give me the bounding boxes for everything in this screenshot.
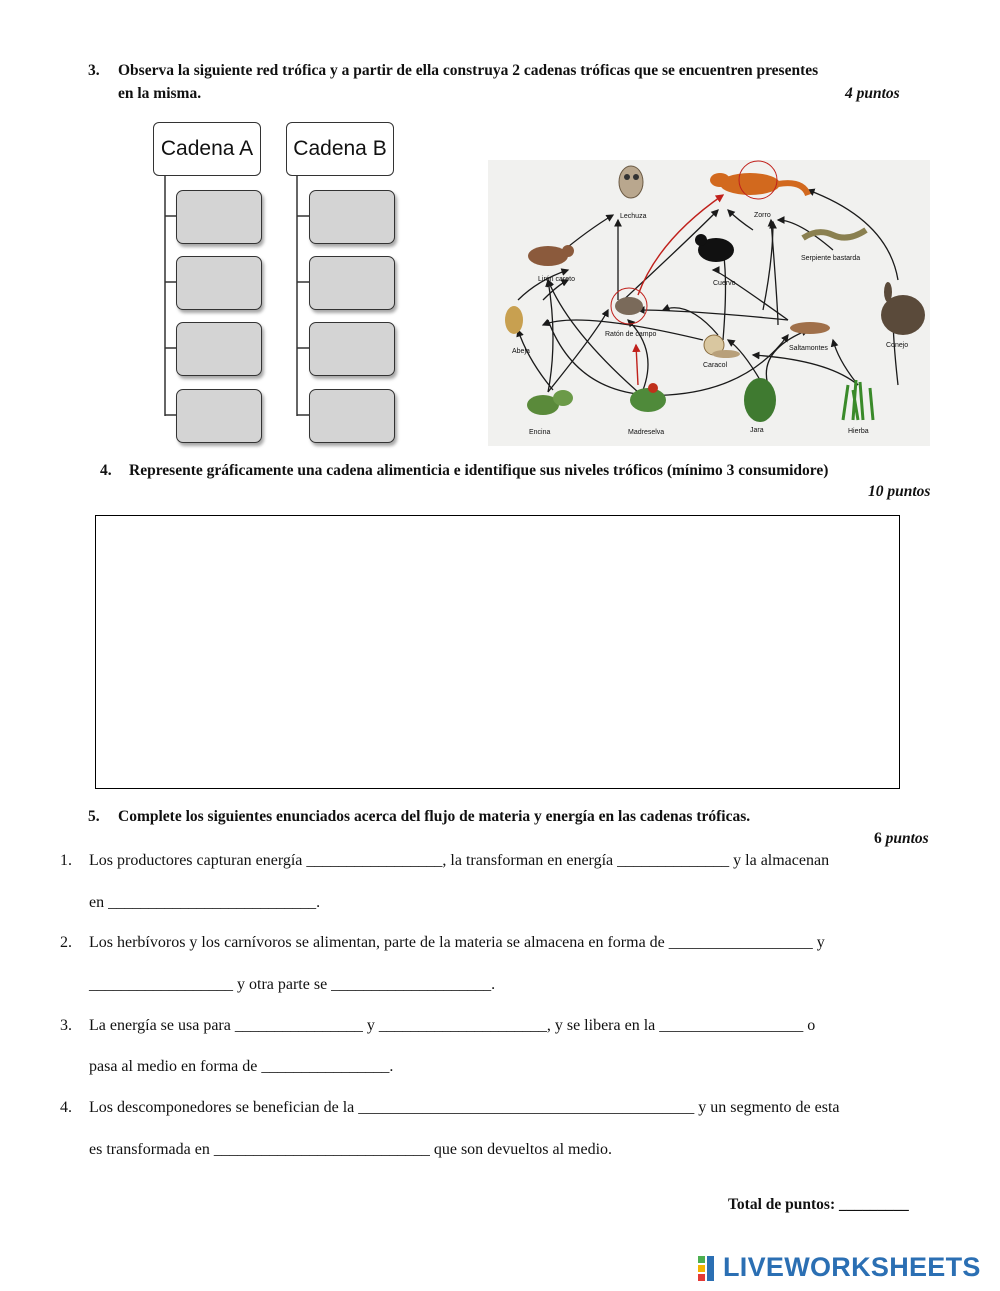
label-abeja: Abeja xyxy=(512,348,530,355)
q5-item-4-line2[interactable]: es transformada en ___________________________ que son devueltos al medio. xyxy=(89,1141,613,1158)
q5-item-2-number: 2. xyxy=(60,934,72,951)
q4-number: 4. xyxy=(100,462,112,479)
bee-icon xyxy=(505,306,523,334)
label-encina: Encina xyxy=(529,429,551,436)
q5-item-3-line2[interactable]: pasa al medio en forma de ________________. xyxy=(89,1058,394,1075)
q5-item-1-number: 1. xyxy=(60,852,72,869)
label-zorro: Zorro xyxy=(754,212,771,219)
q3-text-line2: en la misma. xyxy=(118,85,202,102)
total-points-blank[interactable]: _________ xyxy=(838,1196,909,1213)
total-points-label: Total de puntos: xyxy=(728,1196,836,1213)
label-madreselva: Madreselva xyxy=(628,429,665,436)
label-cuervo: Cuervo xyxy=(713,280,736,287)
q3-text-line1: Observa la siguiente red trófica y a partir de ella construya 2 cadenas tróficas que se encuentren presentes xyxy=(118,62,819,79)
label-raton: Ratón de campo xyxy=(605,331,657,338)
total-points xyxy=(728,1196,909,1214)
q5-item-1-line1[interactable]: Los productores capturan energía _________________, la transforman en energía ______________ y la almacenan xyxy=(89,852,830,869)
chain-a-slot-1[interactable] xyxy=(176,190,262,244)
q5-item-3-line1[interactable]: La energía se usa para ________________ y _____________________, y se libera en la __________________ o xyxy=(89,1017,816,1034)
label-serpiente: Serpiente bastarda xyxy=(801,255,861,262)
q5-points-number: 6 xyxy=(874,830,882,847)
q5-item-1-line2[interactable]: en __________________________. xyxy=(89,894,321,911)
label-conejo: Conejo xyxy=(886,342,909,349)
q5-points xyxy=(874,830,929,848)
q5-points-word: puntos xyxy=(885,830,929,847)
q3-points: 4 puntos xyxy=(845,85,900,102)
chain-a-slot-2[interactable] xyxy=(176,256,262,310)
chain-b-slot-1[interactable] xyxy=(309,190,395,244)
q5-item-3-number: 3. xyxy=(60,1017,72,1034)
label-saltamontes: Saltamontes xyxy=(789,345,828,352)
chain-a-slot-3[interactable] xyxy=(176,322,262,376)
chain-b-slot-3[interactable] xyxy=(309,322,395,376)
liveworksheets-brand-text: LIVEWORKSHEETS xyxy=(723,1252,981,1282)
food-web-diagram xyxy=(488,160,930,446)
label-lechuza: Lechuza xyxy=(620,213,647,220)
chain-a-header: Cadena A xyxy=(153,122,261,176)
q4-text: Represente gráficamente una cadena alimenticia e identifique sus niveles tróficos (mínimo 3 consumidore) xyxy=(129,462,829,479)
q3-number: 3. xyxy=(88,62,100,79)
liveworksheets-logo-icon xyxy=(697,1255,723,1281)
label-liron: Lirón careto xyxy=(538,276,575,283)
q5-text: Complete los siguientes enunciados acerca del flujo de materia y energía en las cadenas tróficas. xyxy=(118,808,751,825)
q5-item-4-line1[interactable]: Los descomponedores se benefician de la __________________________________________ y un segmento de esta xyxy=(89,1099,840,1116)
label-caracol: Caracol xyxy=(703,362,728,369)
chain-b-slot-4[interactable] xyxy=(309,389,395,443)
rockrose-icon xyxy=(744,378,776,422)
label-jara: Jara xyxy=(750,427,764,434)
q5-number: 5. xyxy=(88,808,100,825)
owl-icon xyxy=(619,166,643,198)
grasshopper-icon xyxy=(790,322,830,334)
chain-b-header: Cadena B xyxy=(286,122,394,176)
label-hierba: Hierba xyxy=(848,428,869,435)
q4-drawing-area[interactable] xyxy=(95,515,900,789)
q5-item-2-line1[interactable]: Los herbívoros y los carnívoros se alimentan, parte de la materia se almacena en forma de __________________ y xyxy=(89,934,825,951)
liveworksheets-logo xyxy=(697,1252,981,1283)
q4-points: 10 puntos xyxy=(868,483,931,500)
q5-item-2-line2[interactable]: __________________ y otra parte se ____________________. xyxy=(89,976,496,993)
q5-item-4-number: 4. xyxy=(60,1099,72,1116)
chain-b-slot-2[interactable] xyxy=(309,256,395,310)
chain-a-slot-4[interactable] xyxy=(176,389,262,443)
